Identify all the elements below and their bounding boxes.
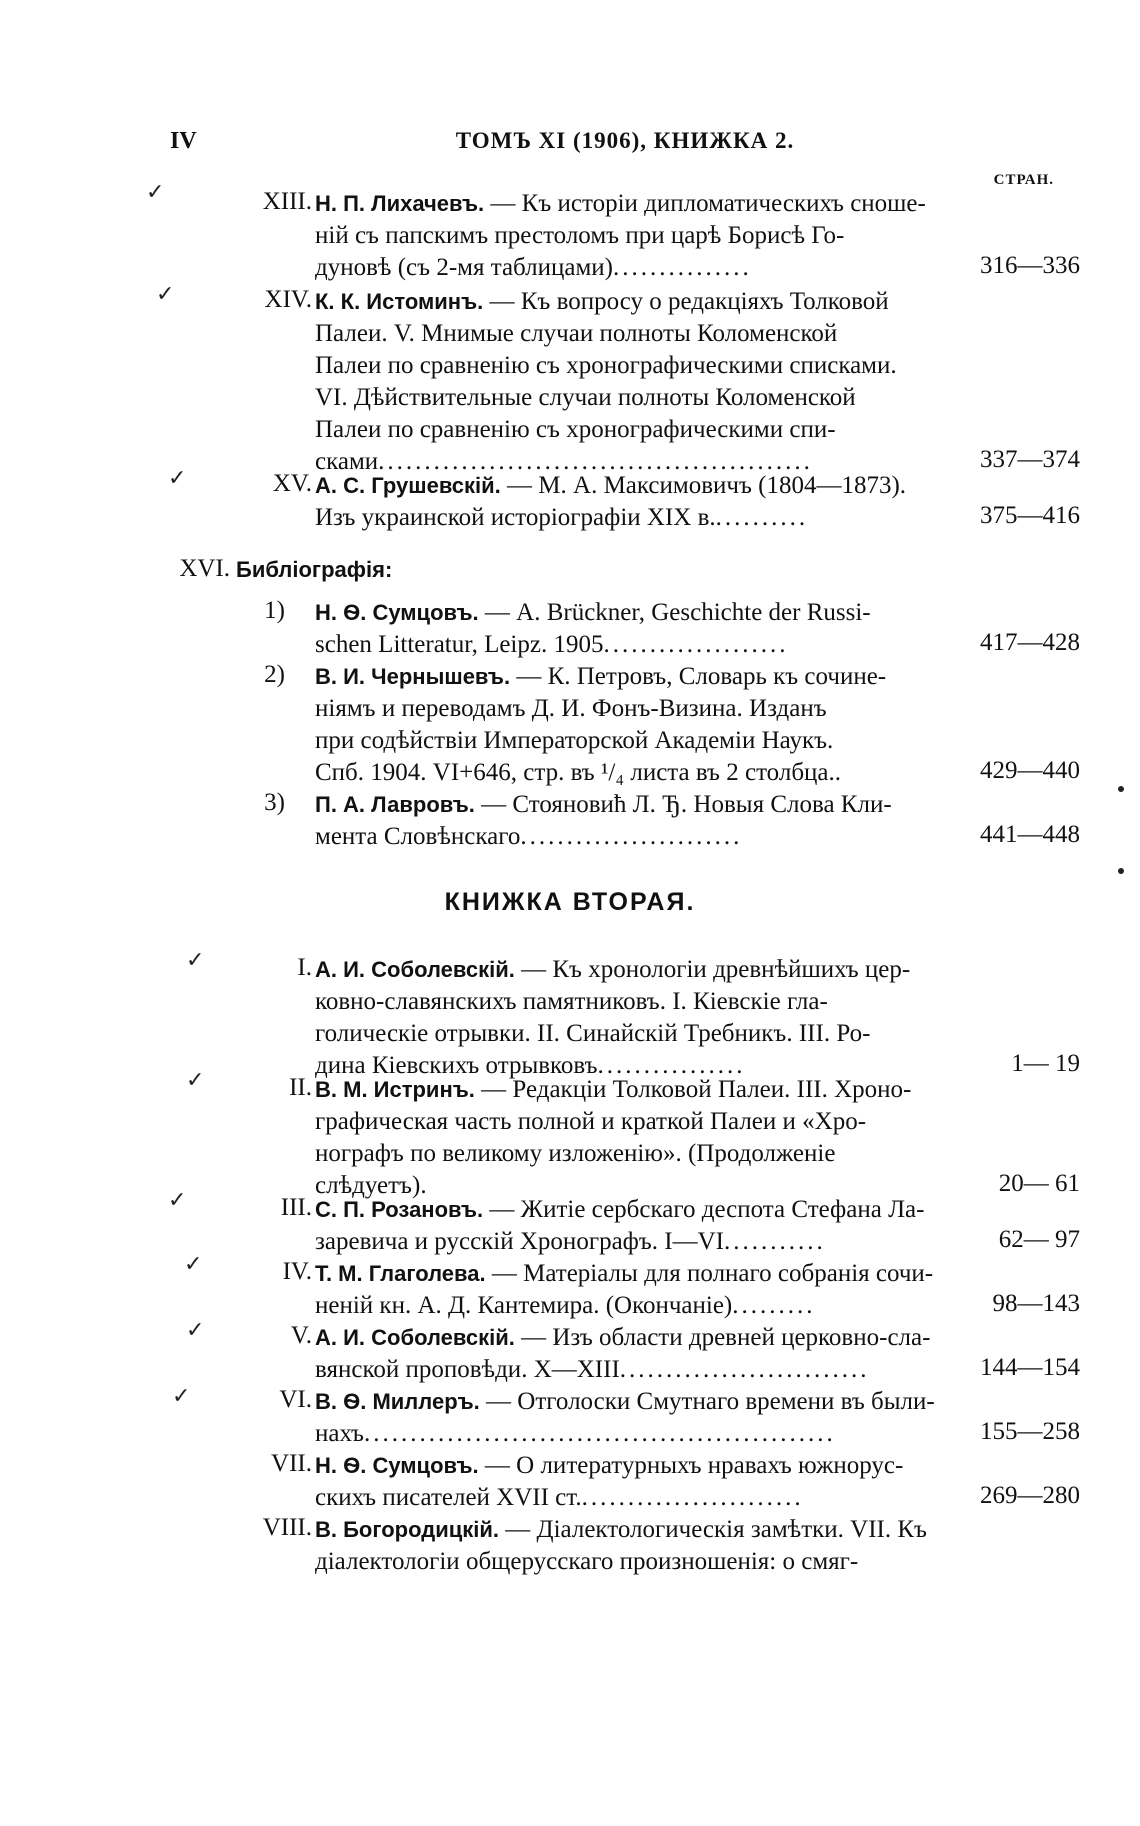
entry-line: діалектологіи общерусскаго произношенія: о смяг- [315,1548,859,1575]
pencil-check-mark-icon: ✓ [146,180,165,205]
entry-number: I. [297,954,312,981]
item-line: Спб. 1904. VI+646, стр. въ ¹/₄ листа въ 2 столбца.. [315,759,842,786]
pencil-check-mark-icon: ✓ [172,1384,191,1409]
entry-text: Т. М. Глаголева. — Матеріалы для полнаго собранія сочи- неній кн. А. Д. Кантемира. (Окончаніе)......... [315,1258,940,1322]
entry-author: В. Ѳ. Миллеръ. [315,1389,480,1414]
entry-pages: 375—416 [980,502,1080,529]
entry-author: С. П. Розановъ. [315,1197,484,1222]
entry-number: VI. [279,1386,312,1413]
running-head [170,128,1080,162]
entry-line: Палеи. V. Мнимые случаи полноты Коломенской [315,320,838,347]
entry-line: сками............................................... [315,448,813,475]
entry-number: XIV. [264,286,312,313]
entry-line: ковно-славянскихъ памятниковъ. I. Кіевскіе гла- [315,988,828,1015]
pencil-check-mark-icon: ✓ [168,1188,187,1213]
item-pages: 417—428 [980,629,1080,656]
entry-line: скихъ писателей XVII ст......................... [315,1484,804,1511]
entry-line: Изъ украинской исторіографіи XIX в........... [315,504,809,531]
entry-author: Т. М. Глаголева. [315,1261,486,1286]
scan-speck [1118,786,1124,792]
entry-number: V. [290,1322,312,1349]
pencil-check-mark-icon: ✓ [186,1318,205,1343]
pencil-check-mark-icon: ✓ [186,948,205,973]
entry-text: А. И. Соболевскій. — Къ хронологіи древнѣйшихъ цер- ковно-славянскихъ памятниковъ. I. Кіевскіе гла- голическіе отрывки. II. Синайскій Требникъ. III. Ро- дина Кіевскихъ отрывковъ................ [315,954,940,1082]
entry-number: XV. [272,470,312,497]
entry-pages: 269—280 [980,1482,1080,1509]
entry-line: заревича и русскій Хронографъ. I—VI........... [315,1228,826,1255]
entry-text: В. М. Истринъ. — Редакціи Толковой Палеи. III. Хроно- графическая часть полной и краткой Палеи и «Хро- нографъ по великому изложенію». (Продолженіе слѣдуетъ). [315,1074,940,1202]
entry-line: голическіе отрывки. II. Синайскій Требникъ. III. Ро- [315,1020,871,1047]
entry-line: VI. Дѣйствительные случаи полноты Коломенской [315,384,856,411]
pencil-check-mark-icon: ✓ [156,282,175,307]
item-line: ніямъ и переводамъ Д. И. Фонъ-Визина. Изданъ [315,695,827,722]
item-line: schen Litteratur, Leipz. 1905.................... [315,631,789,658]
entry-text: В. Ѳ. Миллеръ. — Отголоски Смутнаго времени въ были- нахъ................................................... [315,1386,940,1450]
entry-text: А. И. Соболевскій. — Изъ области древней церковно-сла- вянской проповѣди. X—XIII........................... [315,1322,940,1386]
item-line: при содѣйствіи Императорской Академіи Наукъ. [315,727,834,754]
entry-number: XIII. [262,188,312,215]
entry-number: II. [289,1074,312,1101]
entry-number: IV. [282,1258,312,1285]
entry-author: В. Богородицкій. [315,1517,500,1542]
entry-author: А. С. Грушевскій. [315,473,501,498]
entry-text: А. С. Грушевскій. — М. А. Максимовичъ (1804—1873). Изъ украинской исторіографіи XIX в........... [315,470,940,534]
volume-title: ТОМЪ XI (1906), КНИЖКА 2. [455,128,795,153]
entry-line: графическая часть полной и краткой Палеи и «Хро- [315,1108,867,1135]
entry-author: К. К. Истоминъ. [315,289,484,314]
pencil-check-mark-icon: ✓ [186,1068,205,1093]
entry-line: слѣдуетъ). [315,1172,430,1199]
pages-column-label: СТРАН. [993,172,1054,188]
scan-speck [1118,868,1124,874]
entry-line: Н. П. Лихачевъ. — Къ исторіи дипломатическихъ сноше- [315,190,926,217]
entry-text: С. П. Розановъ. — Житіе сербскаго деспота Стефана Ла- заревича и русскій Хронографъ. I—VI........... [315,1194,940,1258]
entry-text [315,188,940,284]
entry-number: III. [280,1194,312,1221]
entry-pages: 155—258 [980,1418,1080,1445]
entry-author: А. И. Соболевскій. [315,1325,515,1350]
item-number: 2) [264,661,285,688]
item-pages: 429—440 [980,757,1080,784]
item-author: П. А. Лавровъ. [315,792,475,817]
entry-line: неній кн. А. Д. Кантемира. (Окончаніе)......... [315,1292,816,1319]
entry-pages: 337—374 [980,446,1080,473]
item-text: Н. Ѳ. Сумцовъ. — A. Brückner, Geschichte der Russi- schen Litteratur, Leipz. 1905.................... [315,597,940,661]
item-line: мента Словѣнскаго........................ [315,823,743,850]
entry-pages: 144—154 [980,1354,1080,1381]
book-two-heading: КНИЖКА ВТОРАЯ. [444,888,696,916]
entry-line: вянской проповѣди. X—XIII........................... [315,1356,870,1383]
entry-pages: 98—143 [992,1290,1080,1317]
entry-number: VII. [271,1450,312,1477]
entry-line: нахъ................................................... [315,1420,836,1447]
item-text: П. А. Лавровъ. — Стояновић Л. Ђ. Новыя Слова Кли- мента Словѣнскаго........................ [315,789,940,853]
entry-line: Палеи по сравненію съ хронографическими спи- [315,416,836,443]
entry-line: дуновѣ (съ 2-мя таблицами)............... [315,254,752,281]
entry-pages: 62— 97 [998,1226,1080,1253]
item-number: 1) [264,597,285,624]
entry-text: Н. Ѳ. Сумцовъ. — О литературныхъ нравахъ южнорус- скихъ писателей XVII ст......................... [315,1450,940,1514]
entry-author: Н. П. Лихачевъ. [315,191,485,216]
item-pages: 441—448 [980,821,1080,848]
item-author: В. И. Чернышевъ. [315,664,511,689]
entry-line: нографъ по великому изложенію». (Продолженіе [315,1140,836,1167]
pencil-check-mark-icon: ✓ [184,1252,203,1277]
item-text: В. И. Чернышевъ. — К. Петровъ, Словарь къ сочине- ніямъ и переводамъ Д. И. Фонъ-Визина. Изданъ при содѣйствіи Императорской Академіи Наукъ. Спб. 1904. VI+646, стр. въ ¹/₄ листа въ 2 столбца.. [315,661,940,789]
entry-text: В. Богородицкій. — Діалектологическія замѣтки. VII. Къ діалектологіи общерусскаго произношенія: о смяг- [315,1514,940,1578]
entry-author: А. И. Соболевскій. [315,957,515,982]
entry-line: ній съ папскимъ престоломъ при царѣ Борисѣ Го- [315,222,845,249]
entry-line: дина Кіевскихъ отрывковъ................ [315,1052,746,1079]
entry-pages: 316—336 [980,252,1080,279]
item-number: 3) [264,789,285,816]
entry-author: В. М. Истринъ. [315,1077,475,1102]
entry-text: К. К. Истоминъ. — Къ вопросу о редакціяхъ Толковой Палеи. V. Мнимые случаи полноты Коломенской Палеи по сравненію съ хронографическими списками. VI. Дѣйствительные случаи полноты Коломенской Палеи по сравненію съ хронографическими спи- сками............................................... [315,286,940,478]
pencil-check-mark-icon: ✓ [168,466,187,491]
entry-pages: 20— 61 [998,1170,1080,1197]
bibliography-label: Библіографія: [236,557,393,582]
entry-number: VIII. [262,1514,312,1541]
entry-number: XVI. [179,555,230,582]
entry-author: Н. Ѳ. Сумцовъ. [315,1453,479,1478]
item-author: Н. Ѳ. Сумцовъ. [315,600,479,625]
page-number: IV [170,128,197,154]
entry-pages: 1— 19 [1011,1050,1080,1077]
entry-line: Палеи по сравненію съ хронографическими списками. [315,352,897,379]
